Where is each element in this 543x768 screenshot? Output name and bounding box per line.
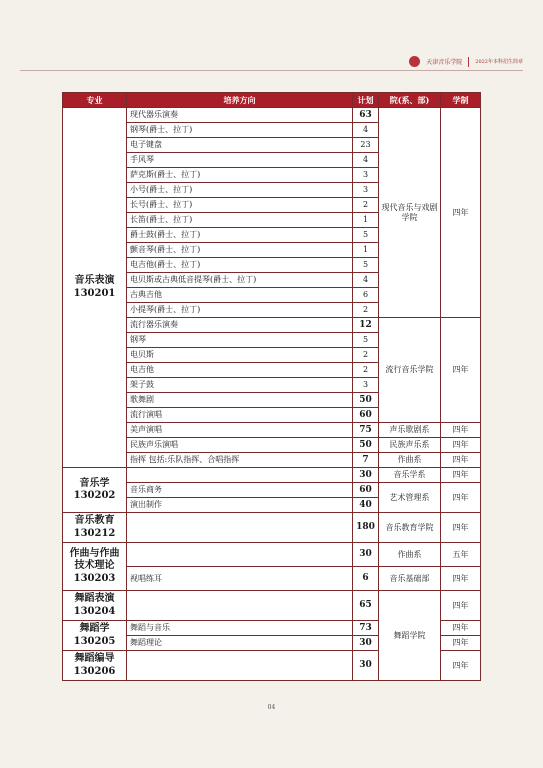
plan-cell: 63 — [353, 108, 379, 123]
plan-cell: 2 — [353, 363, 379, 378]
plan-cell: 75 — [353, 423, 379, 438]
direction-cell: 电子键盘 — [127, 138, 353, 153]
header-direction: 培养方向 — [127, 93, 353, 108]
major-cell — [63, 468, 127, 513]
plan-cell: 1 — [353, 213, 379, 228]
plan-cell: 4 — [353, 273, 379, 288]
plan-cell: 6 — [353, 567, 379, 591]
plan-cell: 2 — [353, 198, 379, 213]
major-code: 130212 — [73, 527, 116, 539]
direction-cell: 小号(爵士、拉丁) — [127, 183, 353, 198]
duration-cell: 四年 — [441, 108, 481, 318]
major-name: 舞蹈学 — [79, 623, 110, 634]
direction-cell: 流行演唱 — [127, 408, 353, 423]
plan-cell: 50 — [353, 393, 379, 408]
direction-cell: 长号(爵士、拉丁) — [127, 198, 353, 213]
direction-cell: 音乐商务 — [127, 483, 353, 498]
department-cell: 现代音乐与戏剧学院 — [379, 108, 441, 318]
department-cell: 作曲系 — [379, 543, 441, 567]
direction-cell: 颤音琴(爵士、拉丁) — [127, 243, 353, 258]
plan-cell: 3 — [353, 378, 379, 393]
major-cell — [63, 621, 127, 651]
major-name: 作曲与作曲技术理论 — [69, 547, 120, 572]
department-cell: 音乐学系 — [379, 468, 441, 483]
plan-cell: 60 — [353, 408, 379, 423]
direction-cell: 钢琴(爵士、拉丁) — [127, 123, 353, 138]
header-plan: 计划 — [353, 93, 379, 108]
major-code: 130205 — [73, 635, 116, 647]
plan-cell: 1 — [353, 243, 379, 258]
table-row — [63, 591, 481, 621]
direction-cell: 视唱练耳 — [127, 567, 353, 591]
department-cell: 民族声乐系 — [379, 438, 441, 453]
direction-cell: 歌舞剧 — [127, 393, 353, 408]
department-cell: 舞蹈学院 — [379, 591, 441, 681]
direction-cell: 美声演唱 — [127, 423, 353, 438]
major-cell — [63, 513, 127, 543]
duration-cell: 四年 — [441, 468, 481, 483]
direction-cell: 长笛(爵士、拉丁) — [127, 213, 353, 228]
duration-cell: 四年 — [441, 651, 481, 681]
direction-cell: 电吉他 — [127, 363, 353, 378]
header-rule — [20, 70, 523, 71]
direction-cell: 钢琴 — [127, 333, 353, 348]
duration-cell: 四年 — [441, 483, 481, 513]
department-cell: 声乐歌剧系 — [379, 423, 441, 438]
direction-cell: 古典吉他 — [127, 288, 353, 303]
duration-cell: 四年 — [441, 423, 481, 438]
department-cell: 音乐教育学院 — [379, 513, 441, 543]
plan-cell: 60 — [353, 483, 379, 498]
direction-cell: 萨克斯(爵士、拉丁) — [127, 168, 353, 183]
duration-cell: 四年 — [441, 621, 481, 636]
plan-cell: 5 — [353, 333, 379, 348]
school-logo-text: 天津音乐学院 — [426, 59, 463, 66]
major-code: 130204 — [73, 605, 116, 617]
duration-cell: 四年 — [441, 636, 481, 651]
plan-cell: 12 — [353, 318, 379, 333]
plan-cell: 30 — [353, 543, 379, 567]
direction-cell: 舞蹈与音乐 — [127, 621, 353, 636]
duration-cell: 四年 — [441, 318, 481, 423]
department-cell: 流行音乐学院 — [379, 318, 441, 423]
plan-cell: 3 — [353, 183, 379, 198]
major-name: 舞蹈编导 — [74, 653, 115, 664]
direction-cell — [127, 591, 353, 621]
direction-cell: 架子鼓 — [127, 378, 353, 393]
table-row — [63, 108, 481, 123]
duration-cell: 四年 — [441, 438, 481, 453]
department-cell: 艺术管理系 — [379, 483, 441, 513]
header-divider — [468, 57, 469, 67]
duration-cell: 四年 — [441, 513, 481, 543]
plan-cell: 180 — [353, 513, 379, 543]
plan-cell: 50 — [353, 438, 379, 453]
direction-cell: 手风琴 — [127, 153, 353, 168]
department-cell: 音乐基础部 — [379, 567, 441, 591]
plan-cell: 23 — [353, 138, 379, 153]
table-row — [63, 543, 481, 567]
direction-cell — [127, 651, 353, 681]
direction-cell: 电贝斯或古典低音提琴(爵士、拉丁) — [127, 273, 353, 288]
plan-cell: 3 — [353, 168, 379, 183]
direction-cell: 现代器乐演奏 — [127, 108, 353, 123]
direction-cell: 民族声乐演唱 — [127, 438, 353, 453]
major-code: 130203 — [73, 572, 116, 584]
plan-cell: 5 — [353, 228, 379, 243]
major-name: 舞蹈表演 — [74, 593, 115, 604]
plan-cell: 4 — [353, 153, 379, 168]
header-subtitle: 2022年本科招生简章 — [475, 59, 523, 65]
plan-cell: 30 — [353, 468, 379, 483]
major-name: 音乐学 — [79, 477, 110, 489]
direction-cell: 流行器乐演奏 — [127, 318, 353, 333]
plan-cell: 40 — [353, 498, 379, 513]
major-code: 130202 — [73, 490, 116, 501]
plan-cell: 5 — [353, 258, 379, 273]
table-header-row — [63, 93, 481, 108]
direction-cell — [127, 513, 353, 543]
direction-cell — [127, 468, 353, 483]
header-major: 专业 — [63, 93, 127, 108]
major-cell — [63, 591, 127, 621]
plan-cell: 2 — [353, 303, 379, 318]
duration-cell: 四年 — [441, 591, 481, 621]
major-name: 音乐教育 — [74, 515, 115, 526]
major-cell — [63, 543, 127, 591]
duration-cell: 四年 — [441, 453, 481, 468]
header-duration: 学制 — [441, 93, 481, 108]
major-code: 130201 — [73, 287, 116, 299]
major-name: 音乐表演 — [74, 275, 115, 286]
plan-cell: 7 — [353, 453, 379, 468]
major-cell — [63, 108, 127, 468]
enrollment-plan-table — [62, 92, 481, 681]
page-number: 04 — [267, 704, 276, 711]
direction-cell: 指挥 包括:乐队指挥、合唱指挥 — [127, 453, 353, 468]
plan-cell: 30 — [353, 651, 379, 681]
table-row — [63, 513, 481, 543]
major-cell — [63, 651, 127, 681]
plan-cell: 4 — [353, 123, 379, 138]
duration-cell: 五年 — [441, 543, 481, 567]
plan-cell: 73 — [353, 621, 379, 636]
direction-cell: 小提琴(爵士、拉丁) — [127, 303, 353, 318]
direction-cell: 电贝斯 — [127, 348, 353, 363]
school-seal-icon — [409, 56, 420, 67]
plan-cell: 65 — [353, 591, 379, 621]
plan-cell: 2 — [353, 348, 379, 363]
direction-cell: 舞蹈理论 — [127, 636, 353, 651]
major-code: 130206 — [73, 665, 116, 677]
duration-cell: 四年 — [441, 567, 481, 591]
direction-cell: 爵士鼓(爵士、拉丁) — [127, 228, 353, 243]
plan-cell: 30 — [353, 636, 379, 651]
table-row — [63, 468, 481, 483]
header-department: 院(系、部) — [379, 93, 441, 108]
department-cell: 作曲系 — [379, 453, 441, 468]
direction-cell: 电吉他(爵士、拉丁) — [127, 258, 353, 273]
direction-cell: 演出制作 — [127, 498, 353, 513]
page-header — [409, 56, 523, 67]
direction-cell — [127, 543, 353, 567]
plan-cell: 6 — [353, 288, 379, 303]
